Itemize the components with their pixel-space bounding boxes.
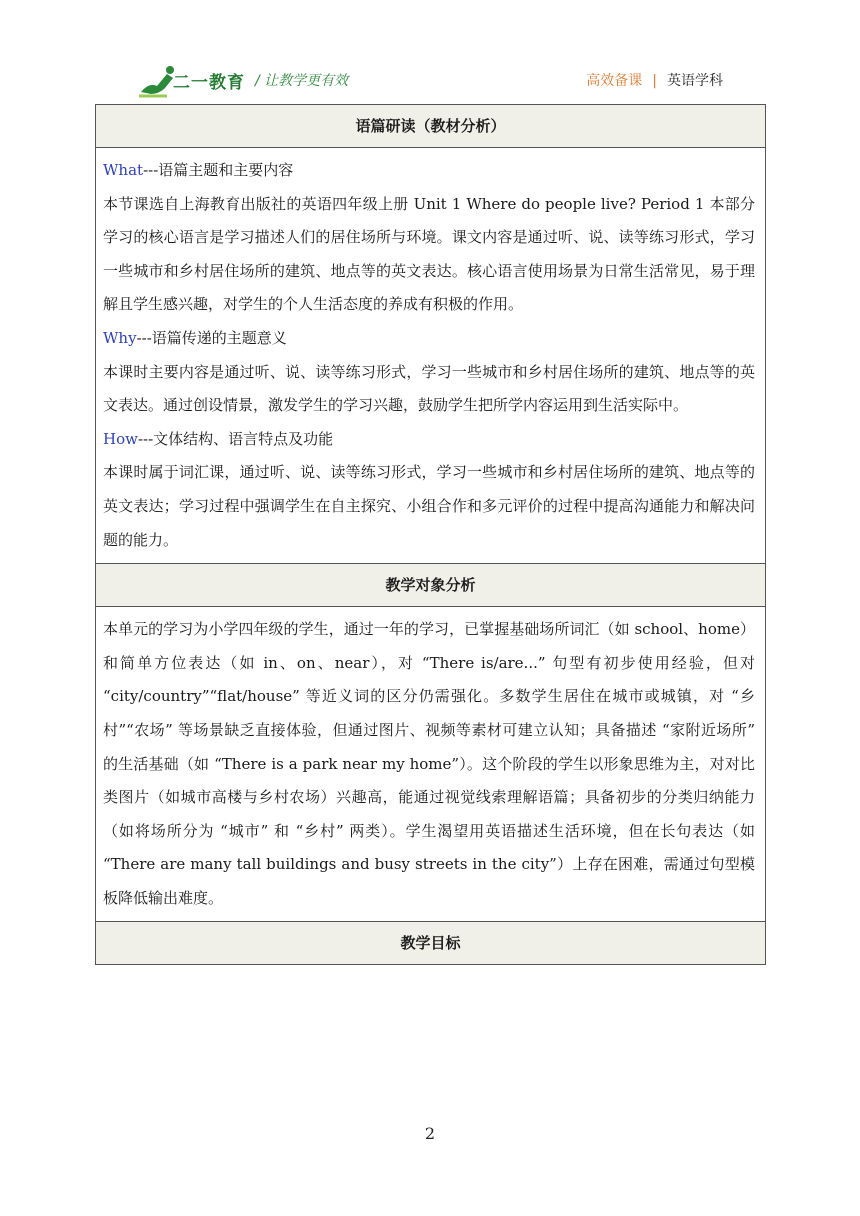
section-heading-student-analysis: 教学对象分析	[96, 564, 765, 607]
what-keyword: What	[103, 161, 144, 179]
page-number: 2	[424, 1124, 436, 1143]
header-separator: |	[652, 73, 657, 89]
section-body-text-analysis	[96, 148, 765, 564]
header-right	[586, 70, 723, 90]
logo-text: 二一教育	[173, 73, 245, 93]
how-paragraph: 本课时属于词汇课，通过听、说、读等练习形式，学习一些城市和乡村居住场所的建筑、地点等的英文表达；学习过程中强调学生在自主探究、小组合作和多元评价的过程中提高沟通能力和解决问题的能力。	[103, 463, 755, 549]
header-label-subject: 英语学科	[667, 73, 723, 89]
why-heading-text: ---语篇传递的主题意义	[136, 328, 287, 347]
what-heading	[103, 154, 755, 188]
what-heading-text: ---语篇主题和主要内容	[143, 161, 294, 179]
header-label-prep: 高效备课	[586, 73, 643, 89]
page-header	[95, 60, 767, 100]
why-heading	[103, 322, 755, 356]
section-heading-text-analysis: 语篇研读（教材分析）	[96, 105, 765, 148]
section-body-student-analysis	[96, 607, 765, 922]
lesson-plan-table	[95, 104, 766, 965]
how-heading	[103, 423, 755, 457]
student-analysis-paragraph: 本单元的学习为小学四年级的学生，通过一年的学习，已掌握基础场所词汇（如 school、home）和简单方位表达（如 in、on、near），对 “There is/are...” 句型有初步使用经验，但对 “city/country”“flat/house” 等近义词的区分仍需强化。多数学生居住在城市或城镇，对 “乡村”“农场” 等场景缺乏直接体验，但通过图片、视频等素材可建立认知；具备描述 “家附近场所” 的生活基础（如 “There is a park near my home”）。这个阶段的学生以形象思维为主，对对比类图片（如城市高楼与乡村农场）兴趣高，能通过视觉线索理解语篇；具备初步的分类归纳能力（如将场所分为 “城市” 和 “乡村” 两类）。学生渴望用英语描述生活环境，但在长句表达（如 “There are many tall buildings and busy streets in the city”）上存在困难，需通过句型模板降低输出难度。	[103, 620, 755, 907]
what-paragraph: 本节课选自上海教育出版社的英语四年级上册 Unit 1 Where do people live? Period 1 本部分学习的核心语言是学习描述人们的居住场所与环境。课文内容是通过听、说、读等练习形式，学习一些城市和乡村居住场所的建筑、地点等的英文表达。核心语言使用场景为日常生活常见，易于理解且学生感兴趣，对学生的个人生活态度的养成有积极的作用。	[103, 194, 755, 314]
section-heading-objectives: 教学目标	[96, 922, 765, 964]
why-paragraph: 本课时主要内容是通过听、说、读等练习形式，学习一些城市和乡村居住场所的建筑、地点等的英文表达。通过创设情景，激发学生的学习兴趣，鼓励学生把所学内容运用到生活实际中。	[103, 362, 755, 415]
how-keyword: How	[103, 429, 138, 448]
why-keyword: Why	[103, 328, 137, 347]
slogan: / 让教学更有效	[255, 73, 349, 89]
how-heading-text: ---文体结构、语言特点及功能	[137, 429, 334, 448]
